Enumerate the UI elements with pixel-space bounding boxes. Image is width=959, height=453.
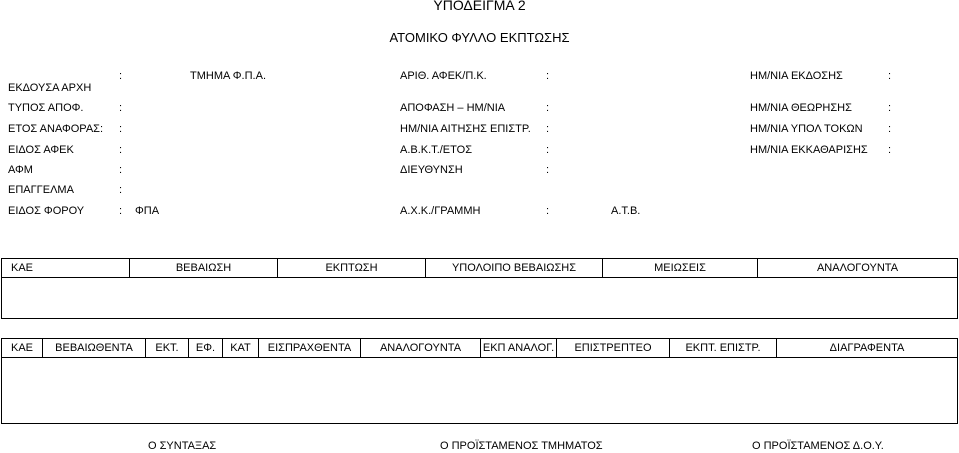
label-afm: ΑΦΜ [8, 164, 33, 176]
colon: : [546, 164, 550, 176]
table1-header-meioseis: ΜΕΙΩΣΕΙΣ [654, 262, 706, 274]
colon: : [888, 123, 892, 135]
label-hm-ypol-tokon: ΗΜ/ΝΙΑ ΥΠΟΛ ΤΟΚΩΝ [750, 123, 863, 135]
label-ekdousa-arxi: ΕΚΔΟΥΣΑ ΑΡΧΗ [8, 82, 92, 94]
label-apofasi-hm: ΑΠΟΦΑΣΗ – ΗΜ/ΝΙΑ [400, 102, 506, 114]
form-code-title: ΥΠΟΔΕΙΓΜΑ 2 [433, 0, 526, 13]
label-etos-anaforas: ΕΤΟΣ ΑΝΑΦΟΡΑΣ: [8, 123, 104, 135]
label-hm-ekdosis: ΗΜ/ΝΙΑ ΕΚΔΟΣΗΣ [750, 70, 843, 82]
colon: : [119, 205, 123, 217]
label-hm-theorisis: ΗΜ/ΝΙΑ ΘΕΩΡΗΣΗΣ [750, 102, 852, 114]
label-epaggelma: ΕΠΑΓΓΕΛΜΑ [8, 184, 74, 196]
value-tmima: ΤΜΗΜΑ Φ.Π.Α. [190, 70, 267, 82]
table2-header-bebaiothenta: ΒΕΒΑΙΩΘΕΝΤΑ [55, 342, 133, 354]
signature-syntaxas: Ο ΣΥΝΤΑΞΑΣ [148, 440, 217, 452]
colon: : [888, 144, 892, 156]
colon: : [888, 70, 892, 82]
table2-header-kae: ΚΑΕ [10, 342, 33, 354]
table2-header-ef: ΕΦ. [195, 342, 216, 354]
colon: : [119, 144, 123, 156]
label-typos-apof: ΤΥΠΟΣ ΑΠΟΦ. [8, 102, 84, 114]
label-eidos-afek: ΕΙΔΟΣ ΑΦΕΚ [8, 144, 74, 156]
signature-proistamenos-doy: Ο ΠΡΟΪΣΤΑΜΕΝΟΣ Δ.Ο.Υ. [752, 440, 884, 452]
colon: : [546, 205, 550, 217]
label-hm-ekkatharisis: ΗΜ/ΝΙΑ ΕΚΚΑΘΑΡΙΣΗΣ [750, 144, 868, 156]
table1-header-bebaiosi: ΒΕΒΑΙΩΣΗ [175, 262, 232, 274]
label-abkt-etos: Α.Β.Κ.Τ./ΕΤΟΣ [400, 144, 473, 156]
colon: : [119, 184, 123, 196]
colon: : [888, 102, 892, 114]
table1-header-ekptosi: ΕΚΠΤΩΣΗ [325, 262, 378, 274]
colon: : [119, 102, 123, 114]
signature-proistamenos-tmimatos: Ο ΠΡΟΪΣΤΑΜΕΝΟΣ ΤΜΗΜΑΤΟΣ [440, 440, 603, 452]
table2-header-kat: ΚΑΤ [230, 342, 251, 354]
table2-header-ekp-analog: ΕΚΠ ΑΝΑΛΟΓ. [482, 342, 555, 354]
table2-header-ekt: ΕΚΤ. [155, 342, 179, 354]
label-axk-grammi: Α.Χ.Κ./ΓΡΑΜΜΗ [400, 205, 481, 217]
form-title: ΑΤΟΜΙΚΟ ΦΥΛΛΟ ΕΚΠΤΩΣΗΣ [389, 30, 570, 45]
table1-header-ypoloipo: ΥΠΟΛΟΙΠΟ ΒΕΒΑΙΩΣΗΣ [451, 262, 577, 274]
colon: : [546, 70, 550, 82]
table2-header-diagrafenta: ΔΙΑΓΡΑΦΕΝΤΑ [829, 342, 905, 354]
label-arith-afek: ΑΡΙΘ. ΑΦΕΚ/Π.Κ. [400, 70, 487, 82]
value-fpa: ΦΠΑ [135, 205, 160, 217]
label-eidos-forou: ΕΙΔΟΣ ΦΟΡΟΥ [8, 205, 85, 217]
colon: : [546, 144, 550, 156]
colon: : [546, 123, 550, 135]
colon: : [546, 102, 550, 114]
table2-header-epistrepteo: ΕΠΙΣΤΡΕΠΤΕΟ [574, 342, 652, 354]
colon: : [119, 164, 123, 176]
colon: : [119, 70, 123, 82]
label-atb: Α.Τ.Β. [611, 205, 641, 217]
table2-header-eispraxthenta: ΕΙΣΠΡΑΧΘΕΝΤΑ [267, 342, 352, 354]
label-hm-aitisis: ΗΜ/ΝΙΑ ΑΙΤΗΣΗΣ ΕΠΙΣΤΡ. [400, 123, 531, 135]
colon: : [119, 123, 123, 135]
table1-header-kae: ΚΑΕ [10, 262, 33, 274]
table2-header-analogounta: ΑΝΑΛΟΓΟΥΝΤΑ [379, 342, 462, 354]
table2-header-ekpt-epistr: ΕΚΠΤ. ΕΠΙΣΤΡ. [685, 342, 761, 354]
label-dieuthynsi: ΔΙΕΥΘΥΝΣΗ [400, 164, 463, 176]
table1-header-analogounta: ΑΝΑΛΟΓΟΥΝΤΑ [816, 262, 899, 274]
